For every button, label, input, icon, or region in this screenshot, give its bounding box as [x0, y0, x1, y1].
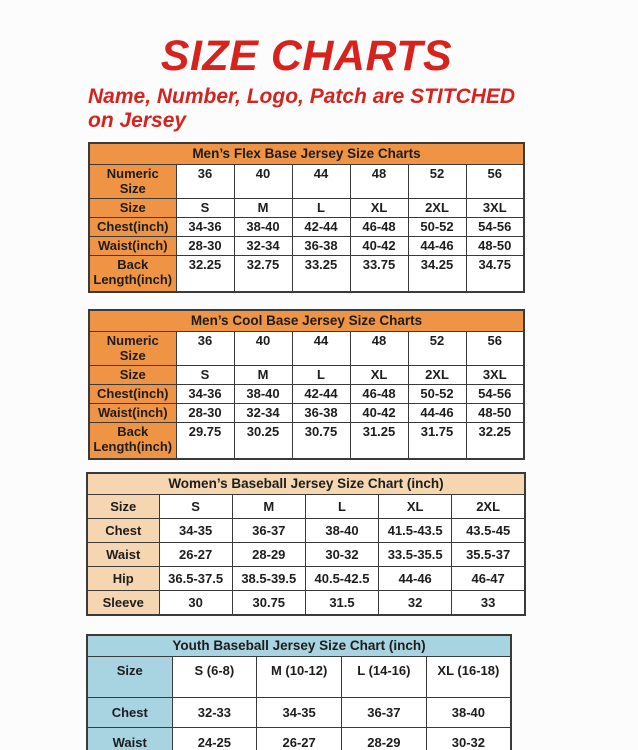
- row-numeric-size: [89, 331, 524, 365]
- table-title-row: [89, 143, 524, 165]
- row-waist: [87, 727, 511, 750]
- size-value: 31.5: [305, 590, 378, 615]
- table-title-row: [87, 473, 525, 495]
- page-title: SIZE CHARTS: [160, 32, 453, 80]
- size-value: S: [176, 365, 234, 384]
- row-label: [89, 331, 176, 365]
- size-value: M: [234, 365, 292, 384]
- size-value: 40-42: [350, 403, 408, 422]
- size-value: 38-40: [234, 384, 292, 403]
- size-value: 32.25: [176, 255, 234, 292]
- size-value: 48: [350, 331, 408, 365]
- youth-baseball-size-table: [86, 634, 512, 750]
- size-value: 36.5-37.5: [159, 566, 232, 590]
- size-value: 52: [408, 331, 466, 365]
- row-chest: [87, 518, 525, 542]
- size-value: 48-50: [466, 403, 524, 422]
- row-label: [89, 403, 176, 422]
- row-label: [89, 255, 176, 292]
- size-value: 36-37: [342, 697, 427, 727]
- row-label: Chest: [87, 518, 159, 542]
- row-label: [89, 422, 176, 459]
- size-value: 30: [159, 590, 232, 615]
- row-size: [89, 365, 524, 384]
- size-value: 42-44: [292, 384, 350, 403]
- row-waist: [89, 236, 524, 255]
- womens-baseball-size-table: [86, 472, 526, 616]
- mens-cool-base-size-table: [88, 309, 525, 460]
- size-value: 26-27: [257, 727, 342, 750]
- size-value: 35.5-37: [452, 542, 525, 566]
- size-value: 54-56: [466, 217, 524, 236]
- table-title: Youth Baseball Jersey Size Chart (inch): [87, 635, 511, 657]
- row-label-text: Chest(inch): [97, 386, 169, 402]
- size-value: 48: [350, 164, 408, 198]
- row-label-text: Numeric Size: [106, 332, 159, 363]
- size-value: 33.75: [350, 255, 408, 292]
- size-value: 46-47: [452, 566, 525, 590]
- row-label-text: Numeric Size: [106, 165, 159, 196]
- size-value: 50-52: [408, 217, 466, 236]
- row-label: Hip: [87, 566, 159, 590]
- size-value: S (6-8): [172, 656, 257, 697]
- size-value: 46-48: [350, 384, 408, 403]
- subtitle-line1: Name, Number, Logo, Patch are STITCHED: [88, 85, 516, 109]
- row-size: [87, 494, 525, 518]
- size-value: 29.75: [176, 422, 234, 459]
- row-waist: [89, 403, 524, 422]
- row-label: [89, 365, 176, 384]
- size-value: 56: [466, 164, 524, 198]
- row-label: Sleeve: [87, 590, 159, 615]
- row-label-text: Waist(inch): [97, 405, 168, 421]
- size-value: 34-36: [176, 217, 234, 236]
- size-value: 54-56: [466, 384, 524, 403]
- table-title-row: [87, 635, 511, 657]
- size-value: 31.25: [350, 422, 408, 459]
- row-hip: [87, 566, 525, 590]
- size-value: 34-35: [159, 518, 232, 542]
- size-value: XL (16-18): [426, 656, 511, 697]
- row-label: Chest: [87, 697, 172, 727]
- size-value: 32-33: [172, 697, 257, 727]
- size-value: 31.75: [408, 422, 466, 459]
- size-value: 28-30: [176, 403, 234, 422]
- size-value: 30.75: [232, 590, 305, 615]
- row-label-text: Size: [119, 200, 146, 216]
- size-value: 38-40: [234, 217, 292, 236]
- row-chest: [87, 697, 511, 727]
- size-value: L (14-16): [342, 656, 427, 697]
- size-value: 44-46: [408, 236, 466, 255]
- size-value: 40-42: [350, 236, 408, 255]
- table-title: Women’s Baseball Jersey Size Chart (inch): [87, 473, 525, 495]
- size-value: M: [232, 494, 305, 518]
- size-value: 44-46: [408, 403, 466, 422]
- size-value: 42-44: [292, 217, 350, 236]
- size-value: XL: [379, 494, 452, 518]
- size-value: L: [305, 494, 378, 518]
- row-label: [89, 198, 176, 217]
- size-value: 2XL: [408, 198, 466, 217]
- row-sleeve: [87, 590, 525, 615]
- row-back-length: [89, 422, 524, 459]
- size-value: 33: [452, 590, 525, 615]
- table-title: Men’s Flex Base Jersey Size Charts: [89, 143, 524, 165]
- size-value: XL: [350, 198, 408, 217]
- row-label-text: Back Length(inch): [93, 423, 173, 454]
- row-chest: [89, 217, 524, 236]
- size-value: 30-32: [305, 542, 378, 566]
- size-value: 43.5-45: [452, 518, 525, 542]
- size-value: 36-38: [292, 236, 350, 255]
- size-value: 36-38: [292, 403, 350, 422]
- size-value: 28-29: [232, 542, 305, 566]
- row-label: [89, 236, 176, 255]
- row-numeric-size: [89, 164, 524, 198]
- size-value: 36-37: [232, 518, 305, 542]
- size-value: 32-34: [234, 403, 292, 422]
- row-label: [89, 217, 176, 236]
- size-value: 36: [176, 331, 234, 365]
- row-label-text: Back Length(inch): [93, 256, 173, 287]
- size-value: 40: [234, 331, 292, 365]
- size-value: 34.75: [466, 255, 524, 292]
- size-value: S: [159, 494, 232, 518]
- size-value: XL: [350, 365, 408, 384]
- row-waist: [87, 542, 525, 566]
- size-value: 44: [292, 331, 350, 365]
- size-value: 38-40: [305, 518, 378, 542]
- size-value: 41.5-43.5: [379, 518, 452, 542]
- size-value: 2XL: [452, 494, 525, 518]
- row-label: Waist: [87, 542, 159, 566]
- subtitle-line2: on Jersey: [88, 109, 187, 133]
- size-value: 44: [292, 164, 350, 198]
- row-label: [89, 164, 176, 198]
- size-value: 50-52: [408, 384, 466, 403]
- size-value: 56: [466, 331, 524, 365]
- size-value: 32.75: [234, 255, 292, 292]
- size-value: 38-40: [426, 697, 511, 727]
- size-value: 52: [408, 164, 466, 198]
- row-label: Size: [87, 656, 172, 697]
- row-label: [89, 384, 176, 403]
- size-value: 40: [234, 164, 292, 198]
- mens-flex-base-size-table: [88, 142, 525, 293]
- row-label: Waist: [87, 727, 172, 750]
- size-value: 32.25: [466, 422, 524, 459]
- size-value: 44-46: [379, 566, 452, 590]
- size-value: 26-27: [159, 542, 232, 566]
- row-label: Size: [87, 494, 159, 518]
- row-label-text: Waist(inch): [97, 238, 168, 254]
- row-back-length: [89, 255, 524, 292]
- size-value: 36: [176, 164, 234, 198]
- size-value: 2XL: [408, 365, 466, 384]
- size-value: 28-30: [176, 236, 234, 255]
- content-area: [88, 0, 525, 750]
- size-value: 34.25: [408, 255, 466, 292]
- row-label-text: Size: [119, 367, 146, 383]
- size-value: M: [234, 198, 292, 217]
- size-value: L: [292, 365, 350, 384]
- size-value: 33.25: [292, 255, 350, 292]
- size-value: 34-36: [176, 384, 234, 403]
- size-value: 33.5-35.5: [379, 542, 452, 566]
- size-value: 24-25: [172, 727, 257, 750]
- size-value: L: [292, 198, 350, 217]
- size-value: 38.5-39.5: [232, 566, 305, 590]
- size-value: 28-29: [342, 727, 427, 750]
- table-title: Men’s Cool Base Jersey Size Charts: [89, 310, 524, 332]
- size-value: 30-32: [426, 727, 511, 750]
- size-value: S: [176, 198, 234, 217]
- row-size: [89, 198, 524, 217]
- size-value: M (10-12): [257, 656, 342, 697]
- size-value: 40.5-42.5: [305, 566, 378, 590]
- size-value: 30.25: [234, 422, 292, 459]
- row-size: [87, 656, 511, 697]
- table-title-row: [89, 310, 524, 332]
- size-value: 3XL: [466, 365, 524, 384]
- size-value: 48-50: [466, 236, 524, 255]
- row-label-text: Chest(inch): [97, 219, 169, 235]
- size-value: 32-34: [234, 236, 292, 255]
- size-value: 34-35: [257, 697, 342, 727]
- size-value: 30.75: [292, 422, 350, 459]
- size-value: 46-48: [350, 217, 408, 236]
- size-value: 3XL: [466, 198, 524, 217]
- row-chest: [89, 384, 524, 403]
- size-value: 32: [379, 590, 452, 615]
- page-subtitle: [88, 85, 525, 132]
